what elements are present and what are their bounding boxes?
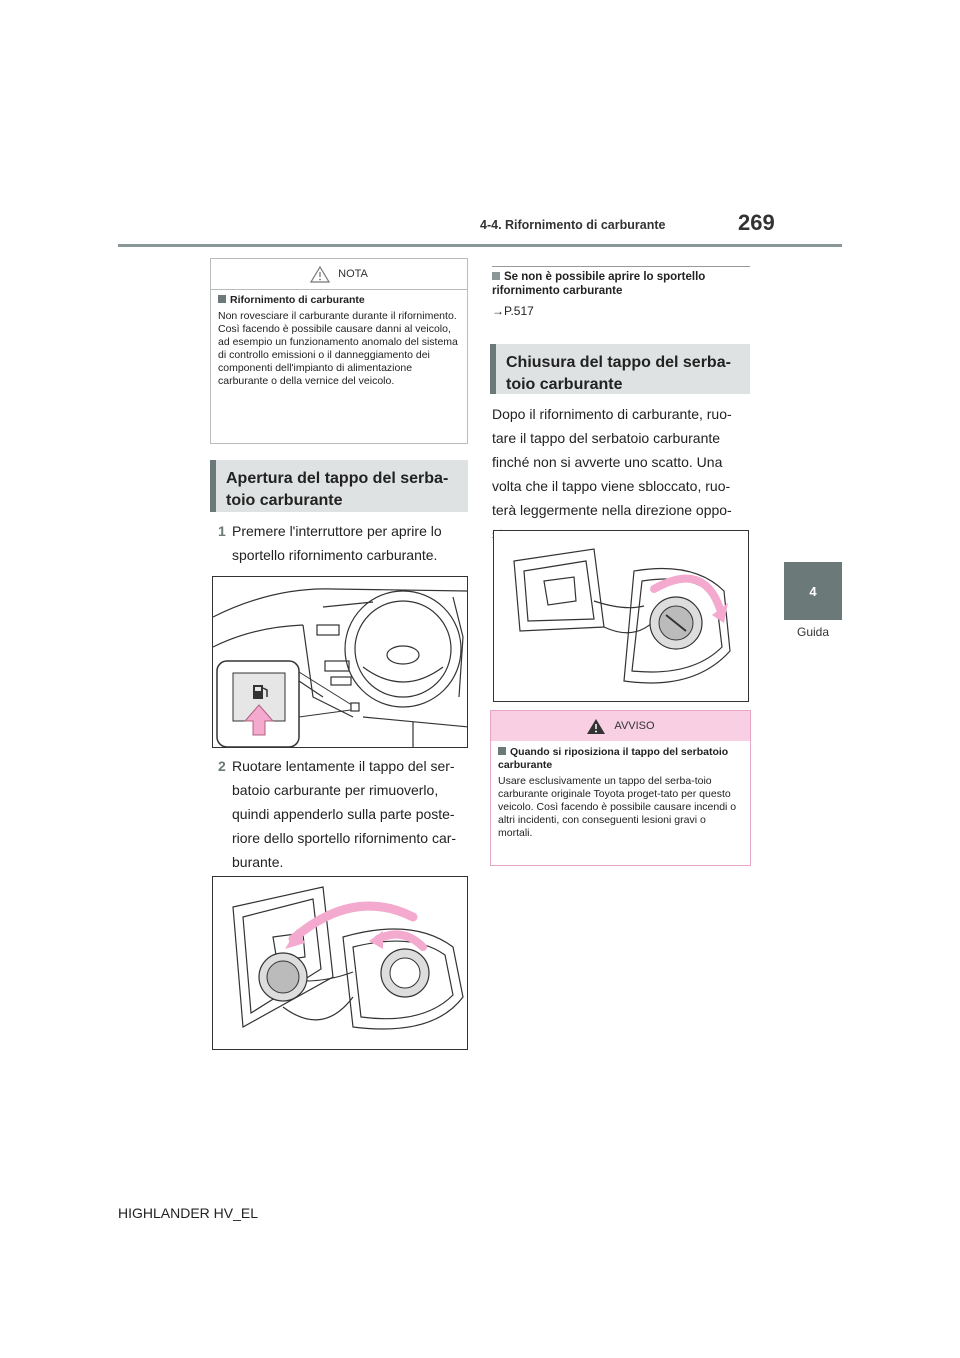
avviso-heading: Quando si riposiziona il tappo del serbatoio carburante (498, 746, 729, 771)
cap-closing-illustration (493, 530, 749, 702)
bullet-square-icon (492, 272, 500, 280)
chapter-tab[interactable]: 4 (784, 562, 842, 620)
chapter-label: Guida (796, 625, 830, 639)
nota-label: NOTA (338, 268, 368, 280)
step-1 (218, 519, 468, 567)
nota-header (211, 259, 467, 290)
step-text: Ruotare lentamente il tappo del ser-batoio carburante per rimuoverlo, quindi appenderlo sulla parte poste-riore dello sportello rifornimento car-burante. (232, 758, 457, 870)
cap-closing-drawing (494, 531, 749, 702)
footer-model: HIGHLANDER HV_EL (118, 1205, 259, 1221)
step-number: 1 (218, 523, 226, 539)
avviso-text: Usare esclusivamente un tappo del serba-toio carburante originale Toyota proget-tato per questo veicolo. Così facendo è possibile causare incendi o altri incidenti, con conseguenti lesioni gravi o mortali. (498, 775, 737, 839)
sub-note-title: Se non è possibile aprire lo sportello rifornimento carburante (492, 271, 706, 297)
step-number: 2 (218, 758, 226, 774)
warning-triangle-icon (586, 718, 606, 735)
close-instructions: Dopo il rifornimento di carburante, ruo-tare il tappo del serbatoio carburante finché non si avverte uno scatto. Una volta che il tappo viene sbloccato, ruo-terà leggermente nella direzione oppo- (492, 406, 732, 518)
nota-box (210, 258, 468, 444)
bullet-square-icon (218, 295, 226, 303)
step-text: Premere l'interruttore per aprire lo sportello rifornimento carburante. (232, 523, 442, 563)
cap-removal-drawing (213, 877, 468, 1050)
nota-text: Non rovesciare il carburante durante il rifornimento. Così facendo è possibile causare danni al veicolo, ad esempio un funzionamento anomalo del sistema di controllo emissioni o il danneggiamento dei componenti dell'impianto di alimentazione carburante o della vernice del veicolo. (218, 310, 458, 387)
dashboard-illustration (212, 576, 468, 748)
step-2 (218, 754, 472, 874)
rotate-arrow-icon (369, 931, 423, 949)
section-title: 4-4. Rifornimento di carburante (480, 218, 666, 232)
bullet-square-icon (498, 747, 506, 755)
cap-removal-illustration (212, 876, 468, 1050)
rotate-arrow-icon (285, 906, 413, 949)
nota-heading: Rifornimento di carburante (230, 294, 365, 306)
sub-note (492, 266, 750, 298)
avviso-label: AVVISO (614, 720, 655, 732)
page-reference-link[interactable]: →P.517 (492, 304, 534, 318)
dashboard-drawing (213, 577, 468, 748)
page-number: 269 (738, 210, 775, 235)
header-rule (118, 244, 842, 247)
warning-triangle-icon (310, 266, 330, 283)
section-heading-open: Apertura del tappo del serba-toio carburante (210, 460, 468, 512)
section-heading-close: Chiusura del tappo del serba-toio carburante (490, 344, 750, 394)
avviso-box (490, 710, 751, 866)
avviso-header (491, 711, 750, 741)
